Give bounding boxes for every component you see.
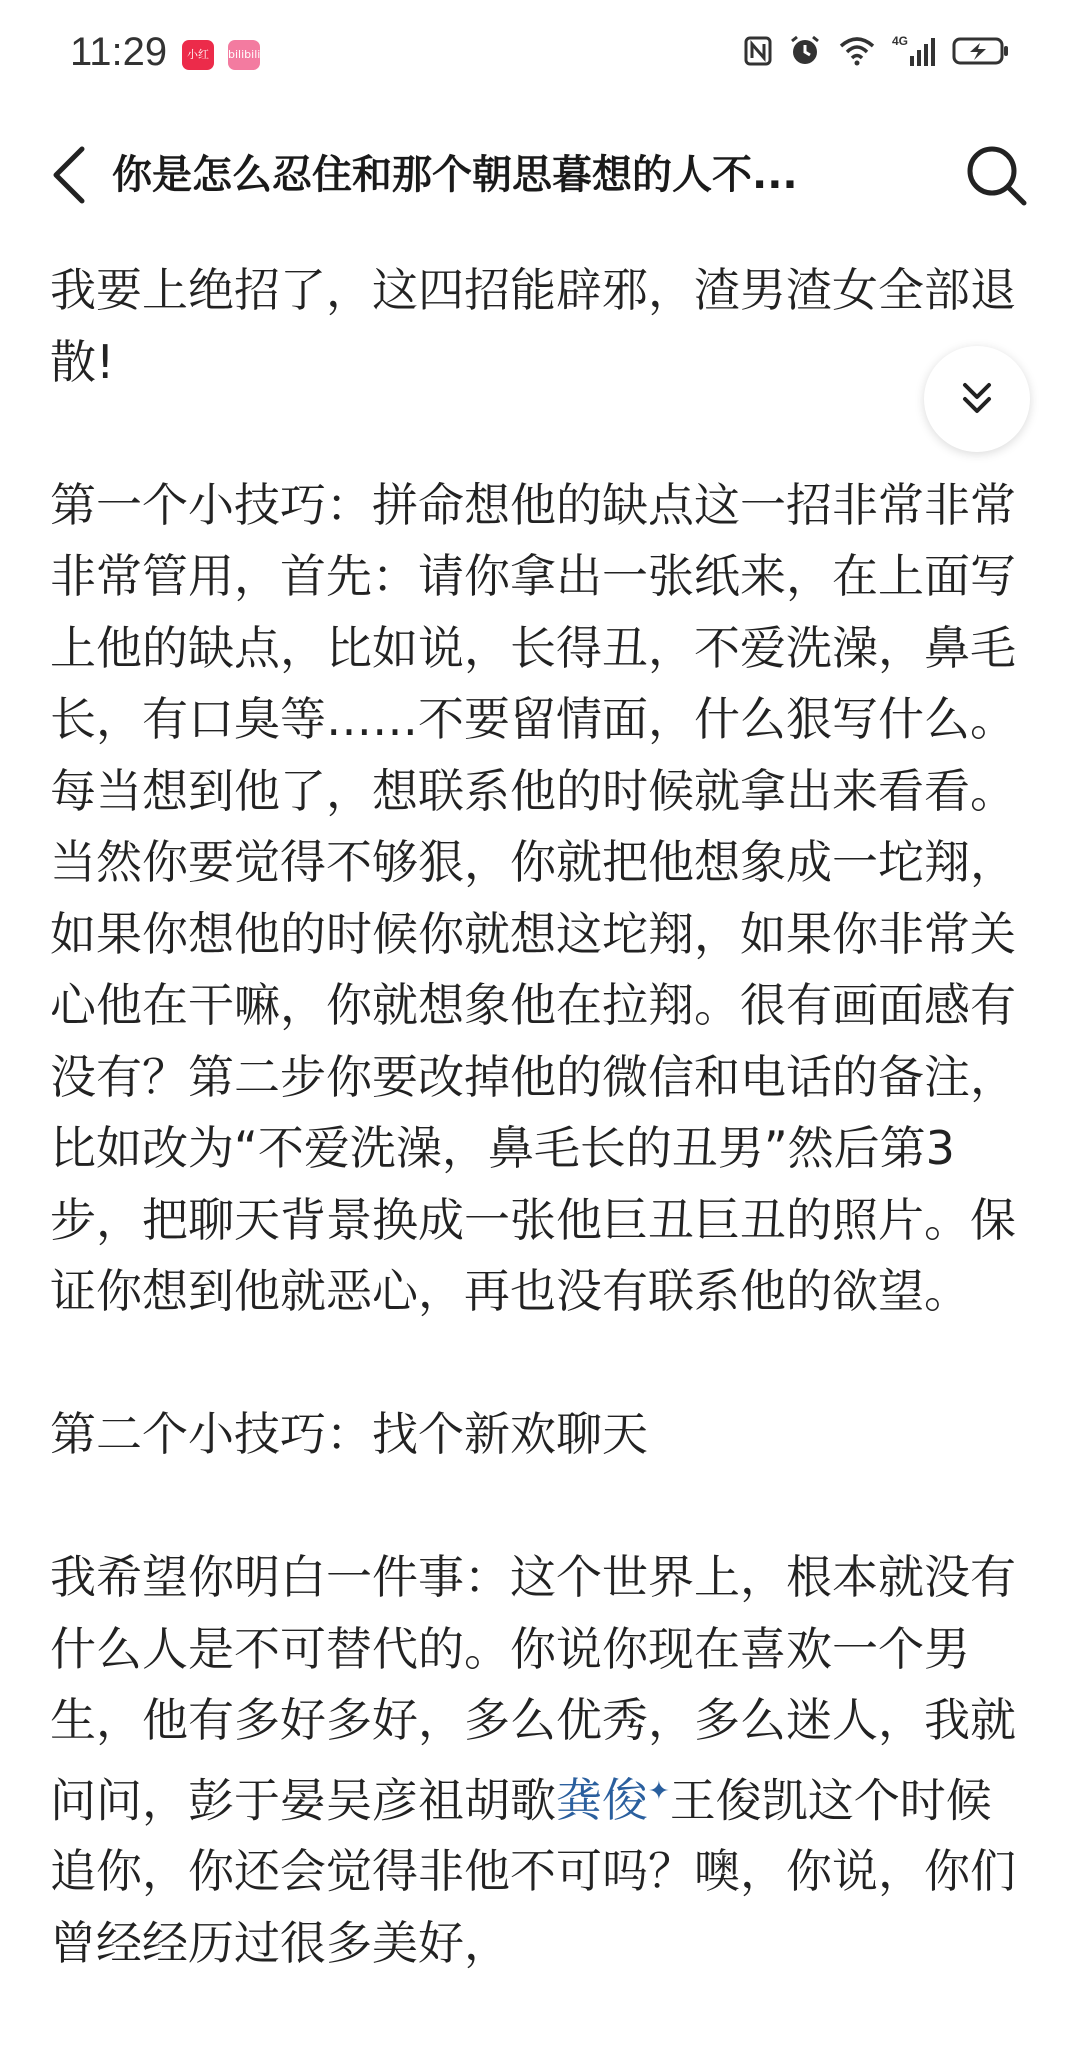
status-icons [744,34,1010,68]
signal-icon [892,34,936,68]
battery-charging-icon [952,36,1010,66]
svg-text:4G: 4G [892,34,909,48]
paragraph-last [50,1542,1030,1979]
xiaohongshu-app-icon: 小红书 [182,40,214,70]
sparkle-icon: ✦ [648,1776,670,1807]
article-content [50,255,1030,1979]
back-button[interactable] [44,143,94,207]
alarm-icon [788,34,822,68]
paragraph-tip-two-heading: 第二个小技巧：找个新欢聊天 [50,1407,648,1461]
status-time: 11:29 [70,30,168,74]
search-icon [964,143,1028,207]
nfc-icon [744,36,772,66]
paragraph-last-text-2: 王俊凯这个时候追你，你还会觉得非他不可吗？噢，你说，你们曾经经历过很多美好， [50,1772,1016,1970]
mention-link[interactable] [556,1773,670,1827]
mention-link-text: 龚俊 [556,1772,648,1827]
paragraph-tip-one: 第一个小技巧：拼命想他的缺点这一招非常非常非常管用，首先：请你拿出一张纸来，在上面写上他的缺点，比如说，长得丑，不爱洗澡，鼻毛长，有口臭等……不要留情面，什么狠写什么。每当想到他了，想联系他的时候就拿出来看看。当然你要觉得不够狠，你就把他想象成一坨翔，如果你想他的时候你就想这坨翔，如果你非常关心他在干嘛，你就想象他在拉翔。很有画面感有没有？第二步你要改掉他的微信和电话的备注，比如改为“不爱洗澡，鼻毛长的丑男”然后第3步，把聊天背景换成一张他巨丑巨丑的照片。保证你想到他就恶心，再也没有联系他的欲望。 [50,477,1016,1318]
search-button[interactable] [964,143,1028,207]
chevron-left-icon [44,143,94,207]
page-title: 你是怎么忍住和那个朝思暮想的人不... [112,152,798,198]
wifi-icon [838,36,876,66]
bilibili-app-icon: bilibili [228,40,260,70]
paragraph-intro: 我要上绝招了，这四招能辟邪，渣男渣女全部退散! [50,263,1016,389]
paragraph-last-text-1: 我希望你明白一件事：这个世界上，根本就没有什么人是不可替代的。你说你现在喜欢一个男生，他有多好多好，多么优秀，多么迷人，我就问问，彭于晏吴彦祖胡歌 [50,1550,1016,1827]
status-bar [0,0,1080,110]
top-navigation-bar [0,125,1080,225]
